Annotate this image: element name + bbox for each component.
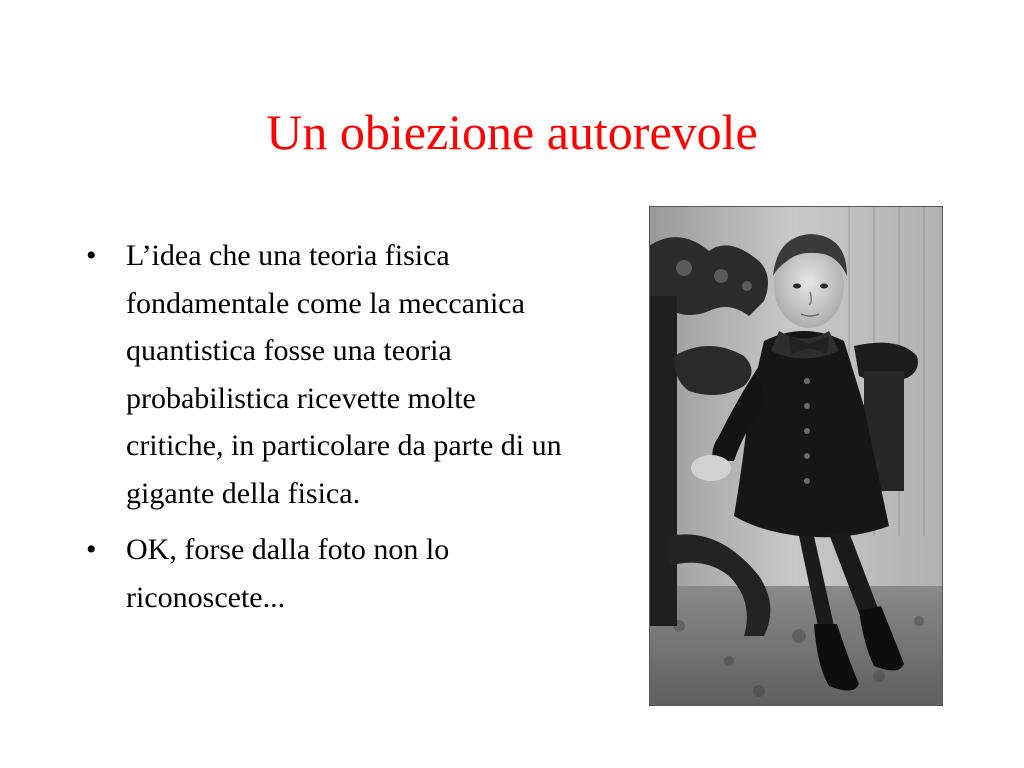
bullet-item xyxy=(82,232,572,517)
bullet-item xyxy=(82,526,572,621)
child-portrait-photo xyxy=(649,206,943,706)
bullet-list xyxy=(82,232,572,630)
bullet-icon: • xyxy=(86,239,97,272)
bullet-text: L’idea che una teoria fisica fondamentale come la meccanica quantistica fosse una teoria probabilistica ricevette molte critiche, in particolare da parte di un gigante della fisica. xyxy=(126,239,562,510)
bullet-icon: • xyxy=(86,533,97,566)
slide-title: Un obiezione autorevole xyxy=(266,104,758,160)
bullet-text: OK, forse dalla foto non lo riconoscete... xyxy=(126,533,450,614)
